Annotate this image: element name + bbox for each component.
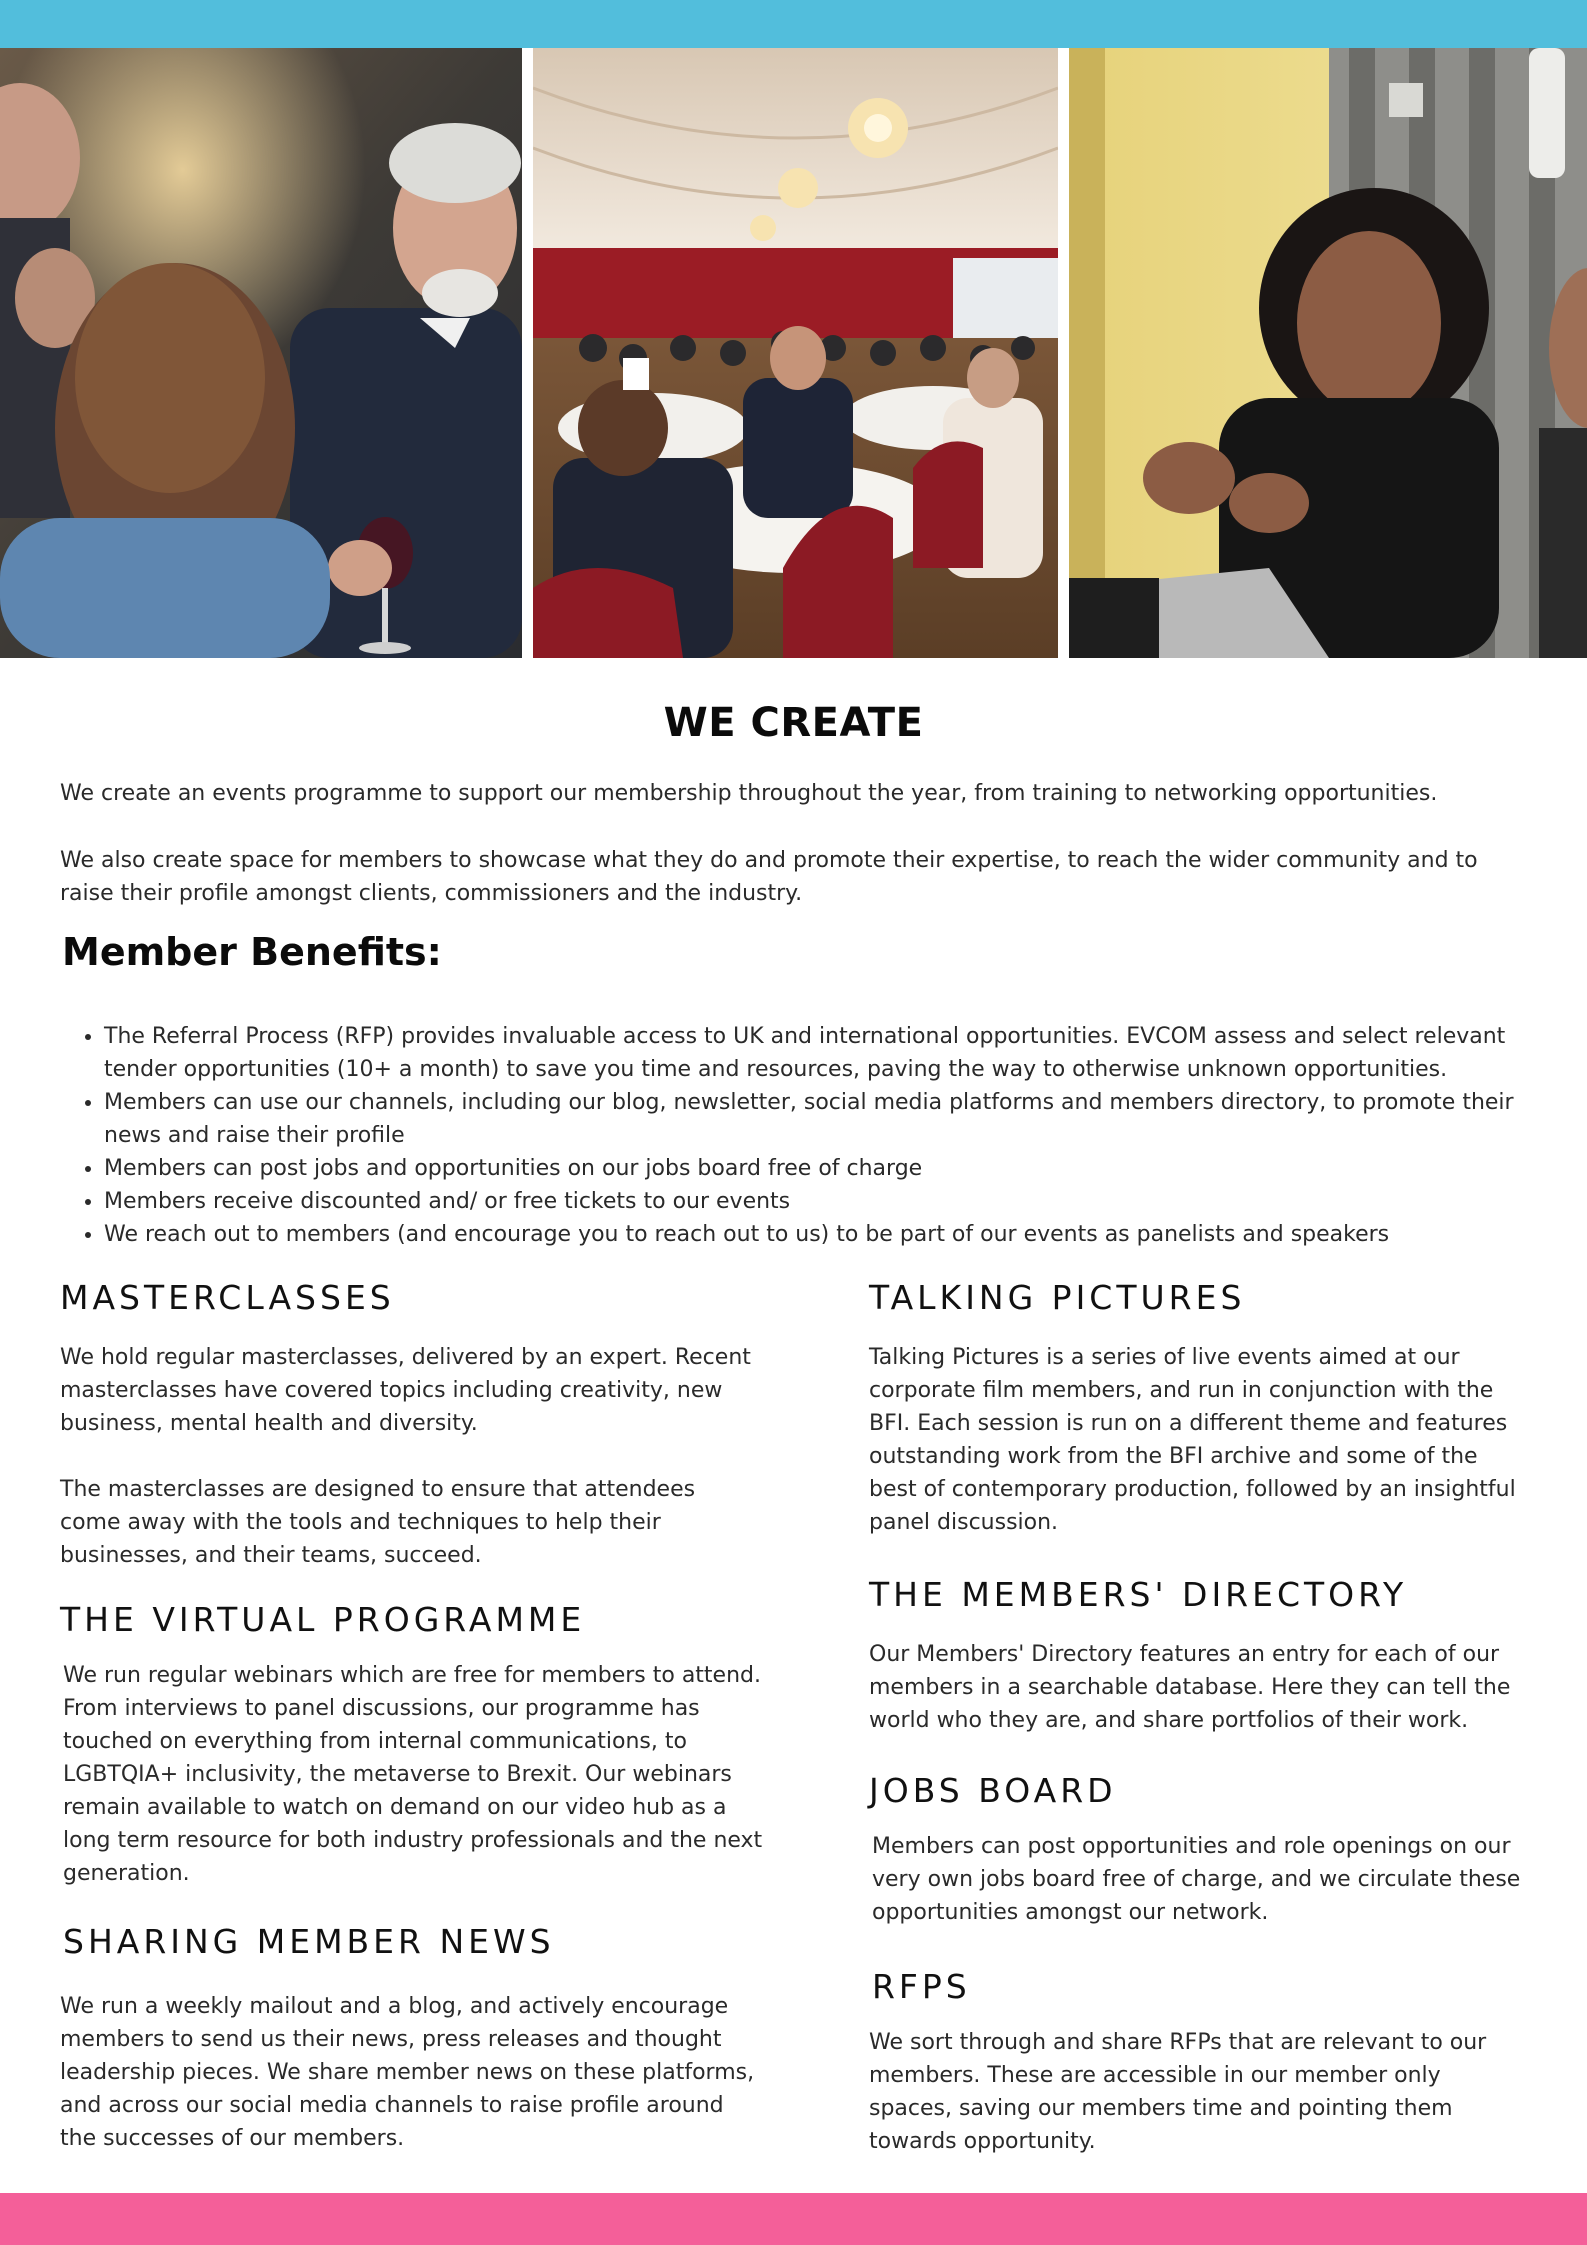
talking-pictures-heading: TALKING PICTURES (869, 1278, 1246, 1317)
virtual-programme-heading: THE VIRTUAL PROGRAMME (60, 1600, 586, 1639)
networking-photo (0, 48, 522, 658)
speaker-discussion-photo (1069, 48, 1587, 658)
member-news-text: We run a weekly mailout and a blog, and actively encourage members to send us their news, press releases and thought leadership pieces. We share member news on these platforms, and across our social media channels to raise profile around the successes of our members. (60, 1994, 755, 2151)
list-item: • The Referral Process (RFP) provides invaluable access to UK and international opportunities. EVCOM assess and select relevant tender opportunities (10+ a month) to save you time and resources, paving the way to otherwise unknown opportunities. (104, 1020, 1544, 1086)
page-title: WE CREATE (663, 700, 924, 746)
bottom-accent-bar (0, 2193, 1587, 2245)
jobs-board-text: Members can post opportunities and role openings on our very own jobs board free of charge, and we circulate these opportunities amongst our network. (872, 1834, 1521, 1925)
masterclasses-heading: MASTERCLASSES (60, 1278, 395, 1317)
top-accent-bar (0, 0, 1587, 48)
list-item: • Members receive discounted and/ or free tickets to our events (104, 1185, 1544, 1218)
masterclasses-text-2: The masterclasses are designed to ensure that attendees come away with the tools and techniques to help their businesses, and their teams, succeed. (60, 1477, 696, 1568)
virtual-programme-text: We run regular webinars which are free for members to attend. From interviews to panel discussions, our programme has touched on everything from internal communications, to LGBTQIA+ inclusivity, the metaverse to Brexit. Our webinars remain available to watch on demand on our video hub as a long term resource for both industry professionals and the next generation. (63, 1663, 763, 1886)
member-news-heading: SHARING MEMBER NEWS (63, 1922, 555, 1961)
rfps-heading: RFPS (872, 1967, 971, 2006)
members-directory-heading: THE MEMBERS' DIRECTORY (869, 1575, 1408, 1614)
talking-pictures-text: Talking Pictures is a series of live events aimed at our corporate film members, and run in conjunction with the BFI. Each session is run on a different theme and features outstanding work from the BFI archive and some of the best of contemporary production, followed by an insightful panel discussion. (869, 1345, 1516, 1535)
list-item: • We reach out to members (and encourage you to reach out to us) to be part of our events as panelists and speakers (104, 1218, 1544, 1251)
intro-paragraph-2: We also create space for members to showcase what they do and promote their expertise, to reach the wider community and to raise their profile amongst clients, commissioners and the industry. (60, 848, 1478, 906)
member-benefits-heading: Member Benefits: (62, 930, 442, 974)
member-benefits-list (60, 1020, 1544, 1251)
banquet-hall-photo (533, 48, 1058, 658)
intro-paragraph: We create an events programme to support our membership throughout the year, from training to networking opportunities. (60, 781, 1438, 806)
jobs-board-heading: JOBS BOARD (869, 1771, 1117, 1810)
list-item: • Members can post jobs and opportunities on our jobs board free of charge (104, 1152, 1544, 1185)
rfps-text: We sort through and share RFPs that are relevant to our members. These are accessible in our member only spaces, saving our members time and pointing them towards opportunity. (869, 2030, 1487, 2154)
members-directory-text: Our Members' Directory features an entry for each of our members in a searchable database. Here they can tell the world who they are, and share portfolios of their work. (869, 1642, 1511, 1733)
list-item: • Members can use our channels, including our blog, newsletter, social media platforms and members directory, to promote their news and raise their profile (104, 1086, 1544, 1152)
masterclasses-text: We hold regular masterclasses, delivered by an expert. Recent masterclasses have covered topics including creativity, new business, mental health and diversity. (60, 1345, 751, 1436)
